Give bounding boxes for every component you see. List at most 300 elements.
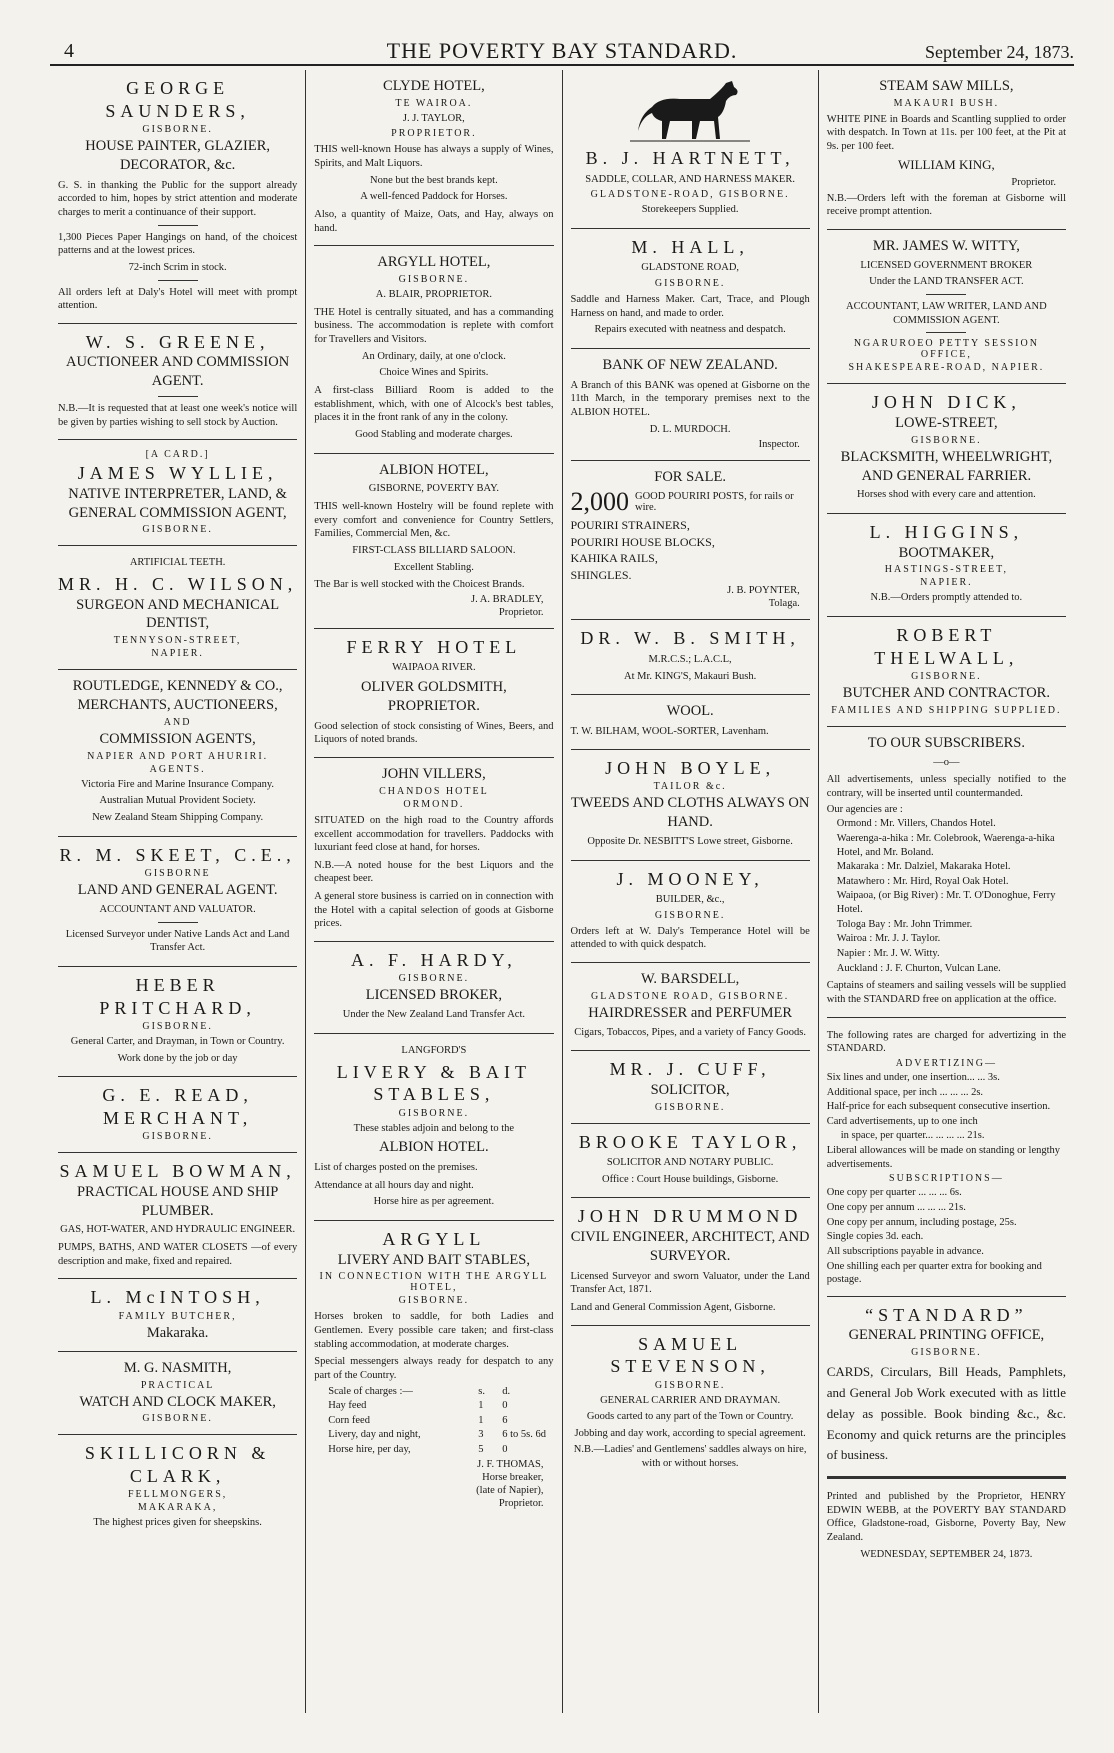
ad-name: LANGFORD'S bbox=[401, 1044, 467, 1056]
ad-name: ARGYLL HOTEL, bbox=[377, 254, 491, 271]
ad-body: N.B.—It is requested that at least one week's notice will be given by parties wishing to sell stock by Auction. bbox=[58, 403, 298, 428]
ad-name: BROOKE TAYLOR, bbox=[578, 1131, 802, 1152]
agency-item: Tologa Bay : Mr. John Trimmer. bbox=[836, 918, 973, 930]
ad-trade: ACCOUNTANT, LAW WRITER, LAND AND COMMISSION AGENT. bbox=[846, 301, 1047, 326]
ad-langford bbox=[314, 1034, 553, 1221]
ad-cuff bbox=[571, 1051, 810, 1123]
rate-line: Additional space, per inch ... ... ... 2s. bbox=[826, 1086, 984, 1098]
agency-item: Makaraka : Mr. Dalziel, Makaraka Hotel. bbox=[836, 861, 1011, 873]
rates-intro: The following rates are charged for advertizing in the STANDARD. bbox=[826, 1029, 1066, 1055]
scale-row bbox=[328, 1428, 553, 1442]
ad-body: 72-inch Scrim in stock. bbox=[128, 261, 227, 273]
ad-name: J. MOONEY, bbox=[616, 868, 764, 889]
ad-owner: J. J. TAYLOR, bbox=[402, 112, 465, 124]
ad-trade: SOLICITOR AND NOTARY PUBLIC. bbox=[606, 1157, 774, 1169]
scale-d: 0 bbox=[502, 1444, 508, 1456]
ad-higgins bbox=[827, 514, 1066, 617]
ad-name: ARGYLL bbox=[382, 1229, 486, 1250]
ad-place: GISBORNE. bbox=[142, 1131, 213, 1143]
ad-name: M. HALL, bbox=[631, 236, 749, 257]
ad-body: The Bar is well stocked with the Choicest Brands. bbox=[314, 579, 525, 591]
ad-trade: SADDLE, COLLAR, AND HARNESS MAKER. bbox=[585, 173, 795, 185]
ad-hall bbox=[571, 229, 810, 349]
scale-row bbox=[328, 1399, 553, 1413]
scale-rows bbox=[328, 1399, 553, 1457]
ad-body: Special messengers always ready for despatch to any part of the Country. bbox=[314, 1356, 554, 1381]
ad-body: Licensed Surveyor and sworn Valuator, under the Land Transfer Act, 1871. bbox=[570, 1270, 810, 1296]
ad-role: Proprietor. bbox=[1011, 176, 1056, 188]
ad-body: WHITE PINE in Boards and Scantling supplied to order with despatch. In Town at 11s. per 100 feet, at the Pit at 9s. per 100 feet. bbox=[826, 113, 1066, 153]
ad-name: SAMUEL STEVENSON, bbox=[610, 1333, 770, 1377]
ad-trade: TAILOR &c. bbox=[653, 781, 727, 793]
ad-place: GISBORNE. bbox=[398, 973, 470, 985]
ad-body: Orders left at W. Daly's Temperance Hotel will be attended to with quick despatch. bbox=[570, 925, 810, 951]
columns bbox=[50, 70, 1074, 1713]
imprint-body: Printed and published by the Proprietor, HENRY EDWIN WEBB, at the POVERTY BAY STANDARD Office, Gladstone-road, Gisborne, Poverty Bay, New Zealand. bbox=[826, 1491, 1066, 1544]
ad-trade: SOLICITOR, bbox=[650, 1081, 730, 1098]
ad-body: FAMILIES AND SHIPPING SUPPLIED. bbox=[831, 704, 1062, 716]
ad-body: 1,300 Pieces Paper Hangings on hand, of the choicest patterns and at the lowest prices. bbox=[58, 231, 298, 257]
ad-trade: HAIRDRESSER and PERFUMER bbox=[588, 1004, 793, 1021]
ad-trade: M.R.C.S.; L.A.C.L, bbox=[648, 653, 732, 665]
ad-trade: FELLMONGERS, bbox=[127, 1489, 228, 1501]
scale-d: 6 bbox=[502, 1414, 508, 1426]
masthead bbox=[50, 38, 1074, 66]
notice-body: All advertisements, unless specially notified to the contrary, will be inserted until countermanded. bbox=[826, 774, 1066, 799]
ad-wool bbox=[571, 695, 810, 749]
agency-item: Australian Mutual Provident Society. bbox=[99, 795, 256, 807]
ad-trade: LIVERY AND BAIT STABLES, bbox=[337, 1251, 530, 1268]
ad-villers bbox=[314, 758, 553, 942]
ad-body: THIS well-known Hostelry will be found replete with every comfort and convenience for Country Settlers, Families, Commercial Men, &c. bbox=[314, 501, 554, 540]
ad-body: Cigars, Tobaccos, Pipes, and a variety of Fancy Goods. bbox=[574, 1026, 807, 1038]
ad-role: (late of Napier), bbox=[476, 1484, 544, 1496]
ad-body: Licensed Surveyor under Native Lands Act and Land Transfer Act. bbox=[65, 928, 290, 954]
imprint-date: WEDNESDAY, SEPTEMBER 24, 1873. bbox=[860, 1548, 1033, 1560]
sale-item: KAHIKA RAILS, bbox=[570, 551, 658, 566]
ad-trade: MERCHANT, bbox=[103, 1107, 253, 1128]
ad-street: LOWE-STREET, bbox=[895, 414, 998, 431]
ad-smith bbox=[571, 620, 810, 695]
ad-pritchard bbox=[58, 967, 297, 1077]
scale-item: Horse hire, per day, bbox=[328, 1444, 411, 1456]
ad-body: Office : Court House buildings, Gisborne. bbox=[602, 1173, 779, 1185]
scale-s: 1 bbox=[478, 1414, 484, 1426]
ad-mcintosh bbox=[58, 1279, 297, 1351]
scale-item: Corn feed bbox=[328, 1414, 370, 1426]
scale-row bbox=[328, 1443, 553, 1457]
ad-place: TE WAIROA. bbox=[395, 97, 473, 109]
ad-body: N.B.—A noted house for the best Liquors and the cheapest beer. bbox=[314, 859, 554, 885]
ad-drummond bbox=[571, 1198, 810, 1325]
ad-role: Horse breaker, bbox=[482, 1471, 544, 1483]
ad-body: General Carter, and Drayman, in Town or Country. bbox=[70, 1036, 285, 1048]
ad-body: A Branch of this BANK was opened at Gisborne on the 11th March, in the temporary premises next to the ALBION HOTEL. bbox=[570, 379, 810, 418]
notice-body: Captains of steamers and sailing vessels will be supplied with the STANDARD free on application at the office. bbox=[826, 980, 1066, 1005]
ad-street: SHAKESPEARE-ROAD, NAPIER. bbox=[848, 362, 1045, 374]
ad-trade: CHANDOS HOTEL bbox=[379, 785, 489, 797]
ad-place: GISBORNE. bbox=[654, 277, 726, 289]
ad-street: GLADSTONE ROAD, bbox=[641, 262, 740, 274]
ad-body: Choice Wines and Spirits. bbox=[379, 367, 489, 379]
ad-name: JOHN DICK, bbox=[871, 392, 1021, 413]
ad-place: GISBORNE bbox=[144, 868, 211, 880]
ad-name: A. F. HARDY, bbox=[351, 949, 517, 970]
ad-nasmith bbox=[58, 1352, 297, 1436]
ad-place: GISBORNE. bbox=[911, 671, 982, 682]
ad-body: ALBION HOTEL. bbox=[379, 1139, 489, 1156]
ad-printing-office bbox=[827, 1297, 1066, 1477]
ad-place: ORMOND. bbox=[403, 798, 465, 810]
column-3 bbox=[562, 70, 818, 1713]
ad-place: MAKAURI BUSH. bbox=[893, 97, 1000, 109]
ad-saunders bbox=[58, 70, 297, 324]
ad-skillicorn bbox=[58, 1435, 297, 1541]
agency-item: Napier : Mr. J. W. Witty. bbox=[836, 948, 940, 960]
agency-item: Waerenga-a-hika : Mr. Colebrook, Waerenga-a-hika Hotel, and Mr. Boland. bbox=[836, 832, 1055, 858]
ad-trade: AND bbox=[163, 716, 192, 728]
ad-body: THIS well-known House has always a supply of Wines, Spirits, and Malt Liquors. bbox=[314, 144, 554, 170]
ad-saw-mills bbox=[827, 70, 1066, 230]
sale-item: SHINGLES. bbox=[570, 567, 632, 582]
rate-line: All subscriptions payable in advance. bbox=[826, 1245, 984, 1257]
ad-place: MAKARAKA, bbox=[137, 1502, 218, 1514]
ad-albion-hotel bbox=[314, 454, 553, 629]
ad-body: FIRST-CLASS BILLIARD SALOON. bbox=[352, 544, 516, 556]
ad-place: GISBORNE. bbox=[398, 1295, 470, 1307]
ad-name: SAMUEL BOWMAN, bbox=[59, 1161, 296, 1182]
rate-line: Card advertisements, up to one inch bbox=[826, 1115, 978, 1127]
ad-place: GLADSTONE ROAD, GISBORNE. bbox=[591, 990, 790, 1002]
ad-wyllie bbox=[58, 440, 297, 546]
ad-owner: OLIVER GOLDSMITH, PROPRIETOR. bbox=[360, 679, 507, 714]
ad-argyll-hotel bbox=[314, 246, 553, 453]
ad-trade: BUTCHER AND CONTRACTOR. bbox=[842, 685, 1050, 701]
scale-col-d: d. bbox=[502, 1385, 511, 1397]
ad-trade: BOOTMAKER, bbox=[898, 544, 995, 561]
ad-body: Horse hire as per agreement. bbox=[373, 1196, 495, 1208]
scale-s: 5 bbox=[478, 1444, 484, 1456]
ad-trade: LAND AND GENERAL AGENT. bbox=[77, 882, 278, 899]
ad-trade: SURGEON AND MECHANICAL DENTIST, bbox=[76, 596, 280, 632]
ad-name: CLYDE HOTEL, bbox=[383, 78, 485, 94]
ad-clyde-hotel bbox=[314, 70, 553, 246]
notice-heading: TO OUR SUBSCRIBERS. bbox=[867, 734, 1025, 751]
scale-item: Hay feed bbox=[328, 1400, 367, 1412]
ad-body: Good Stabling and moderate charges. bbox=[355, 428, 513, 440]
ad-body: At Mr. KING'S, Makauri Bush. bbox=[623, 670, 757, 682]
ad-street: HASTINGS-STREET, bbox=[884, 564, 1008, 576]
ad-witty bbox=[827, 230, 1066, 384]
ad-trade: Under the LAND TRANSFER ACT. bbox=[869, 276, 1024, 288]
ad-place: GISBORNE. bbox=[911, 1347, 982, 1359]
ad-for-sale bbox=[571, 461, 810, 620]
issue-date: September 24, 1873. bbox=[925, 42, 1074, 62]
ad-mooney bbox=[571, 861, 810, 963]
sale-lead bbox=[571, 487, 810, 517]
ad-owner: A. BLAIR, PROPRIETOR. bbox=[375, 289, 492, 301]
scale-header bbox=[328, 1385, 553, 1399]
ad-role: Proprietor. bbox=[498, 606, 544, 618]
ad-argyll-stables bbox=[314, 1221, 553, 1519]
rate-line: in space, per quarter... ... ... ... 21s. bbox=[840, 1130, 985, 1142]
ad-body: The highest prices given for sheepskins. bbox=[93, 1517, 262, 1529]
divider bbox=[158, 922, 198, 923]
ad-body: These stables adjoin and belong to the bbox=[353, 1122, 515, 1134]
ad-place: GISBORNE. bbox=[142, 1413, 213, 1425]
rate-line: Single copies 3d. each. bbox=[826, 1231, 924, 1243]
ad-body: Horses broken to saddle, for both Ladies and Gentlemen. Every possible care taken; and first-class stabling accommodation, at moderate charges. bbox=[314, 1311, 554, 1350]
ad-place: NAPIER. bbox=[151, 648, 204, 660]
ad-body: Work done by the job or day bbox=[117, 1052, 238, 1064]
ad-trade: WATCH AND CLOCK MAKER, bbox=[79, 1393, 276, 1410]
scale-s: 3 bbox=[478, 1429, 484, 1441]
ad-place: GISBORNE, POVERTY BAY. bbox=[368, 483, 499, 495]
ad-name: ROBERT THELWALL, bbox=[874, 625, 1019, 668]
ad-bank-nz bbox=[571, 349, 810, 461]
ad-routledge bbox=[58, 670, 297, 836]
ad-place: GISBORNE. bbox=[142, 124, 213, 135]
rate-line: One copy per annum ... ... ... 21s. bbox=[826, 1201, 966, 1213]
ad-trade: LICENSED GOVERNMENT BROKER bbox=[860, 259, 1033, 271]
ad-name: G. E. READ, bbox=[102, 1085, 253, 1106]
ad-owner: WILLIAM KING, bbox=[897, 156, 995, 172]
ad-trade: PRACTICAL HOUSE AND SHIP PLUMBER. bbox=[76, 1183, 279, 1219]
ad-place: GLADSTONE-ROAD, GISBORNE. bbox=[590, 189, 790, 201]
ad-brooke bbox=[571, 1124, 810, 1199]
agency-list bbox=[827, 817, 1066, 975]
scale-s: 1 bbox=[478, 1400, 484, 1412]
sale-item: GOOD POURIRI POSTS, for rails or wire. bbox=[635, 491, 794, 514]
ad-place: NAPIER. bbox=[920, 577, 973, 589]
ad-body: An Ordinary, daily, at one o'clock. bbox=[361, 350, 506, 362]
page-number: 4 bbox=[64, 40, 74, 62]
ad-trade: GAS, HOT-WATER, AND HYDRAULIC ENGINEER. bbox=[60, 1224, 296, 1236]
ad-trade: GENERAL PRINTING OFFICE, bbox=[848, 1327, 1045, 1344]
ad-boyle bbox=[571, 750, 810, 861]
column-4 bbox=[818, 70, 1074, 1713]
ad-body: All orders left at Daly's Hotel will meet with prompt attention. bbox=[58, 286, 298, 312]
scale-heading: Scale of charges :— bbox=[328, 1385, 413, 1397]
ad-name: “STANDARD” bbox=[865, 1304, 1028, 1325]
ad-body: A first-class Billiard Room is added to the establishment, which, with one of Alcock's best tables, places it in the front rank of any in the colony. bbox=[314, 385, 554, 424]
agency-item: New Zealand Steam Shipping Company. bbox=[92, 812, 264, 824]
ad-place: NAPIER AND PORT AHURIRI. bbox=[87, 750, 269, 762]
ad-barsdell bbox=[571, 963, 810, 1051]
ad-heading: FOR SALE. bbox=[654, 469, 726, 486]
ad-name: BANK OF NEW ZEALAND. bbox=[602, 356, 778, 373]
ad-skeet bbox=[58, 837, 297, 967]
ad-owner: J. F. THOMAS, bbox=[477, 1458, 544, 1470]
rates-heading: ADVERTIZING— bbox=[895, 1057, 997, 1069]
scale-d: 0 bbox=[502, 1400, 508, 1412]
ad-trade: FAMILY BUTCHER, bbox=[118, 1310, 237, 1322]
column-2 bbox=[305, 70, 561, 1713]
ad-trade: NATIVE INTERPRETER, LAND, & GENERAL COMMISSION AGENT, bbox=[68, 485, 287, 521]
ad-role: Inspector. bbox=[758, 439, 800, 451]
imprint bbox=[827, 1477, 1066, 1572]
rates-heading: SUBSCRIPTIONS— bbox=[889, 1173, 1004, 1185]
scale-item: Livery, day and night, bbox=[328, 1429, 421, 1441]
ad-trade: TWEEDS AND CLOTHS ALWAYS ON HAND. bbox=[570, 795, 810, 831]
ad-dick bbox=[827, 384, 1066, 514]
ad-trade: GENERAL CARRIER AND DRAYMAN. bbox=[600, 1394, 781, 1406]
sale-item: POURIRI STRAINERS, bbox=[570, 518, 690, 533]
ad-place: GISBORNE. bbox=[654, 909, 726, 921]
ad-name: JOHN VILLERS, bbox=[382, 766, 486, 783]
ad-owner: D. L. MURDOCH. bbox=[649, 423, 731, 435]
divider bbox=[158, 225, 198, 226]
ad-name: JOHN DRUMMOND bbox=[577, 1206, 803, 1227]
ad-wilson bbox=[58, 546, 297, 670]
ad-body: Opposite Dr. NESBITT'S Lowe street, Gisborne. bbox=[587, 835, 793, 847]
divider bbox=[926, 294, 966, 295]
ad-place: WAIPAOA RIVER. bbox=[392, 662, 476, 674]
ad-label: AGENTS. bbox=[149, 763, 206, 775]
ad-name: W. S. GREENE, bbox=[85, 331, 270, 352]
ad-owner: J. B. POYNTER, bbox=[727, 585, 800, 597]
rate-line: Six lines and under, one insertion... ... 3s. bbox=[826, 1071, 1000, 1083]
notice-subscribers bbox=[827, 727, 1066, 1018]
agency-item: Auckland : J. F. Churton, Vulcan Lane. bbox=[836, 962, 1001, 974]
ornament: —o— bbox=[933, 756, 960, 768]
agency-item: Wairoa : Mr. J. J. Taylor. bbox=[836, 933, 941, 945]
ad-body: Land and General Commission Agent, Gisborne. bbox=[570, 1301, 776, 1313]
ad-body: Repairs executed with neatness and despatch. bbox=[594, 324, 786, 336]
divider bbox=[158, 396, 198, 397]
notice-rates bbox=[827, 1018, 1066, 1297]
ad-name: GEORGE SAUNDERS, bbox=[105, 78, 250, 121]
ad-body: Excellent Stabling. bbox=[393, 561, 474, 573]
ad-place: GISBORNE. bbox=[142, 1021, 213, 1033]
newspaper-title: THE POVERTY BAY STANDARD. bbox=[386, 38, 738, 63]
ad-name: W. BARSDELL, bbox=[641, 970, 740, 987]
ad-heading: ARTIFICIAL TEETH. bbox=[129, 557, 226, 569]
scale-of-charges bbox=[314, 1385, 553, 1457]
ad-trade: CIVIL ENGINEER, ARCHITECT, AND SURVEYOR. bbox=[570, 1228, 810, 1264]
ad-name: SKILLICORN & CLARK, bbox=[84, 1443, 271, 1486]
ad-body: THE Hotel is centrally situated, and has a commanding business. The accommodation is replete with comfort for Travellers and Visitors. bbox=[314, 306, 554, 346]
ad-place: GISBORNE. bbox=[654, 1101, 726, 1113]
scale-col-s: s. bbox=[478, 1385, 485, 1397]
rate-line: Half-price for each subsequent consecutive insertion. bbox=[826, 1101, 1051, 1113]
ad-body: PUMPS, BATHS, AND WATER CLOSETS —of every description and make, fixed and repaired. bbox=[58, 1242, 298, 1267]
ad-trade: PRACTICAL bbox=[140, 1379, 215, 1391]
ad-role: PROPRIETOR. bbox=[391, 128, 477, 140]
rate-line: Liberal allowances will be made on standing or lengthy advertisements. bbox=[826, 1145, 1061, 1170]
ad-body: Attendance at all hours day and night. bbox=[314, 1179, 474, 1191]
ad-place: GISBORNE. bbox=[911, 434, 982, 446]
ad-name: M. G. NASMITH, bbox=[123, 1359, 232, 1376]
ad-body: N.B.—Ladies' and Gentlemens' saddles always on hire, with or without horses. bbox=[573, 1444, 807, 1470]
ad-body: Horses shod with every care and attention. bbox=[857, 489, 1036, 501]
scale-row bbox=[328, 1414, 553, 1428]
sale-item: POURIRI HOUSE BLOCKS, bbox=[570, 534, 715, 549]
ad-name: DR. W. B. SMITH, bbox=[580, 628, 800, 649]
horse-illustration-icon bbox=[630, 77, 750, 147]
agency-item: Matawhero : Mr. Hird, Royal Oak Hotel. bbox=[836, 875, 1009, 887]
rate-line: One shilling each per quarter extra for booking and postage. bbox=[826, 1260, 1042, 1286]
ad-name: JAMES WYLLIE, bbox=[77, 463, 278, 484]
column-1 bbox=[50, 70, 305, 1713]
ad-body: Jobbing and day work, according to special agreement. bbox=[574, 1427, 806, 1439]
ad-trade: BLACKSMITH, WHEELWRIGHT, AND GENERAL FARRIER. bbox=[840, 448, 1053, 484]
ad-name: STEAM SAW MILLS, bbox=[879, 78, 1014, 94]
ad-body: A general store business is carried on in connection with the Hotel with a capital selection of goods at Gisborne prices. bbox=[314, 891, 554, 930]
agency-item: Ormond : Mr. Villers, Chandos Hotel. bbox=[836, 818, 996, 830]
divider bbox=[926, 332, 966, 333]
ad-place: GISBORNE. bbox=[654, 1379, 726, 1391]
ad-body: Goods carted to any part of the Town or Country. bbox=[586, 1411, 794, 1423]
ad-greene bbox=[58, 324, 297, 440]
ad-street: TENNYSON-STREET, bbox=[113, 635, 242, 647]
ad-body: Saddle and Harness Maker. Cart, Trace, and Plough Harness on hand, and made to order. bbox=[570, 293, 810, 319]
ad-body: N.B.—Orders left with the foreman at Gisborne will receive prompt attention. bbox=[826, 192, 1066, 218]
scale-d: 6 to 5s. 6d bbox=[502, 1429, 547, 1441]
ad-body: Storekeepers Supplied. bbox=[641, 204, 739, 216]
ad-body: CARDS, Circulars, Bill Heads, Pamphlets, and General Job Work executed with as little delay as possible. Book binding &c., &c. Economy and quick returns are the principles of business. bbox=[826, 1364, 1066, 1463]
ad-name: L. HIGGINS, bbox=[869, 522, 1024, 543]
ad-bowman bbox=[58, 1153, 297, 1279]
ad-label: [A CARD.] bbox=[145, 449, 210, 461]
ad-name: ALBION HOTEL, bbox=[379, 461, 489, 478]
ad-place: Tolaga. bbox=[768, 598, 800, 610]
ad-name: MR. H. C. WILSON, bbox=[58, 574, 298, 595]
ad-body: Under the New Zealand Land Transfer Act. bbox=[342, 1009, 525, 1021]
ad-stevenson bbox=[571, 1326, 810, 1482]
ad-place: GISBORNE. bbox=[398, 274, 470, 286]
ad-trade: HOUSE PAINTER, GLAZIER, DECORATOR, &c. bbox=[85, 138, 270, 173]
rate-line: One copy per quarter ... ... ... 6s. bbox=[826, 1187, 962, 1199]
ad-body: Also, a quantity of Maize, Oats, and Hay, always on hand. bbox=[314, 209, 554, 234]
rate-line: One copy per annum, including postage, 25s. bbox=[826, 1216, 1017, 1228]
ad-body: T. W. BILHAM, WOOL-SORTER, Lavenham. bbox=[570, 726, 769, 738]
ad-body: G. S. in thanking the Public for the support already accorded to him, hopes by strict attention and moderate charges to merit a continuance of their support. bbox=[58, 179, 298, 218]
divider bbox=[158, 280, 198, 281]
ad-hardy bbox=[314, 942, 553, 1034]
ad-name: B. J. HARTNETT, bbox=[585, 148, 795, 168]
ad-body: None but the best brands kept. bbox=[370, 174, 498, 186]
ad-trade: AUCTIONEER AND COMMISSION AGENT. bbox=[66, 354, 290, 390]
ad-name: HEBER PRITCHARD, bbox=[99, 975, 256, 1018]
notice-body: Our agencies are : bbox=[826, 803, 903, 815]
ad-hartnett bbox=[571, 70, 810, 229]
ad-body: Good selection of stock consisting of Wines, Beers, and Liquors of noted brands. bbox=[314, 720, 554, 746]
ad-name: ROUTLEDGE, KENNEDY & CO., bbox=[72, 678, 283, 695]
ad-heading: WOOL. bbox=[666, 703, 714, 720]
ad-place: GISBORNE. bbox=[398, 1107, 470, 1119]
ad-trade: COMMISSION AGENTS, bbox=[99, 730, 256, 747]
ad-role: Proprietor. bbox=[498, 1497, 544, 1509]
ad-place: GISBORNE. bbox=[142, 524, 213, 536]
sale-quantity: 2,000 bbox=[570, 487, 629, 517]
ad-name: MR. JAMES W. WITTY, bbox=[872, 237, 1020, 254]
ad-place: Makaraka. bbox=[146, 1324, 209, 1341]
ad-name: R. M. SKEET, C.E., bbox=[59, 844, 296, 865]
ad-name: L. McINTOSH, bbox=[90, 1287, 265, 1308]
ad-trade: ACCOUNTANT AND VALUATOR. bbox=[99, 904, 256, 916]
ad-name: JOHN BOYLE, bbox=[605, 757, 776, 778]
agency-item: Victoria Fire and Marine Insurance Company. bbox=[81, 778, 275, 790]
ad-body: SITUATED on the high road to the Country affords excellent accommodation for travellers. Paddocks with luxuriant feed close at hand, for horses. bbox=[314, 814, 554, 854]
ad-name: FERRY HOTEL bbox=[346, 636, 522, 657]
ad-trade: MERCHANTS, AUCTIONEERS, bbox=[77, 697, 278, 714]
ad-name: MR. J. CUFF, bbox=[609, 1059, 771, 1080]
ad-read bbox=[58, 1077, 297, 1153]
ad-body: List of charges posted on the premises. bbox=[314, 1162, 478, 1174]
ad-body: A well-fenced Paddock for Horses. bbox=[360, 191, 508, 203]
ad-trade: BUILDER, &c., bbox=[655, 894, 725, 906]
